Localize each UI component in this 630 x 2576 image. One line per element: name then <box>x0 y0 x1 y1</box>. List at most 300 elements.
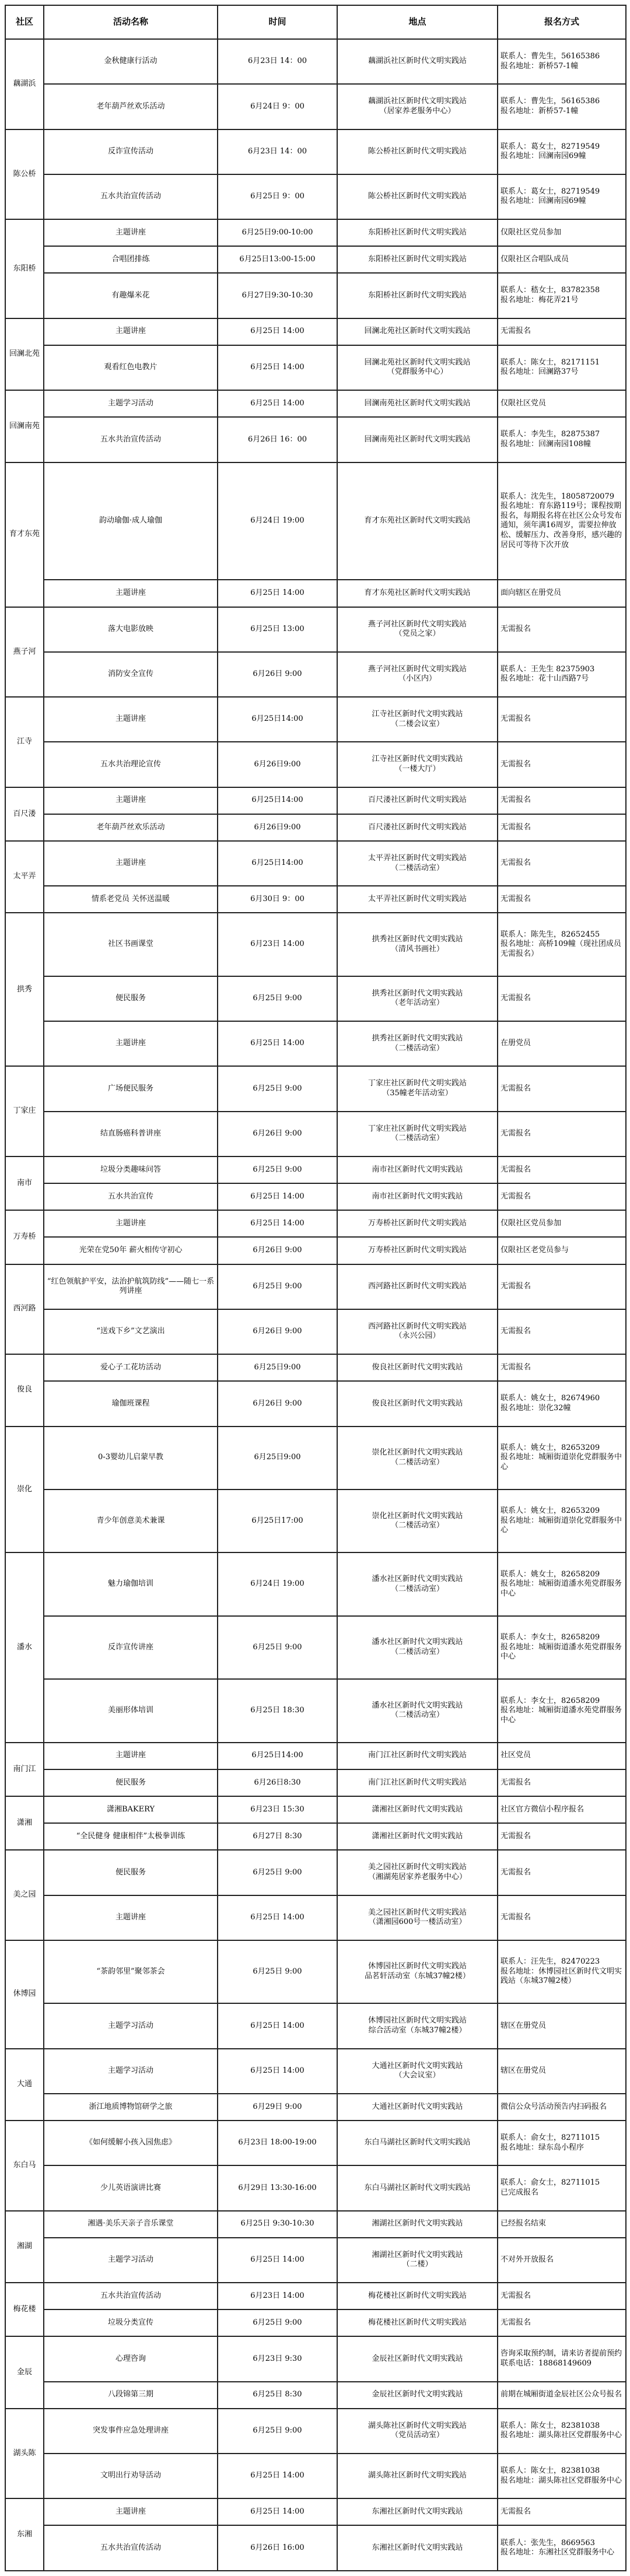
time-cell: 6月25日9:00-10:00 <box>218 219 337 246</box>
activity-name-cell: 老年葫芦丝欢乐活动 <box>44 814 218 841</box>
community-cell: 藕湖浜 <box>5 39 44 129</box>
table-row <box>5 2309 626 2336</box>
activity-name-cell: “全民健身 健康相伴”太极拳训练 <box>44 1823 218 1850</box>
table-row <box>5 84 626 129</box>
place-cell: 潘水社区新时代文明实践站 （二楼活动室） <box>337 1616 498 1679</box>
register-cell: 联系人：姚女士，82653209 报名地址：城厢街道崇化党群服务中心 <box>498 1427 626 1489</box>
activity-name-cell: 突发事件应急处理讲座 <box>44 2409 218 2454</box>
place-cell: 东湘社区新时代文明实践站 <box>337 2525 498 2571</box>
time-cell: 6月24日 19:00 <box>218 1552 337 1615</box>
community-cell: 美之园 <box>5 1850 44 1940</box>
community-cell: 西河路 <box>5 1264 44 1355</box>
place-cell: 陈公桥社区新时代文明实践站 <box>337 129 498 174</box>
time-cell: 6月25日9:00 <box>218 1427 337 1489</box>
table-row <box>5 2409 626 2454</box>
place-cell: 湖头陈社区新时代文明实践站 <box>337 2454 498 2498</box>
register-cell: 无需报名 <box>498 1066 626 1111</box>
register-cell: 辖区在册党员 <box>498 2003 626 2048</box>
community-cell: 梅花楼 <box>5 2283 44 2336</box>
time-cell: 6月25日 14:00 <box>218 345 337 390</box>
table-row <box>5 1427 626 1489</box>
register-cell: 联系人：陈女士，82171151 报名地址：回澜路37号 <box>498 345 626 390</box>
activity-name-cell: 垃圾分类宣传 <box>44 2309 218 2336</box>
place-cell: 育才东苑社区新时代文明实践站 <box>337 580 498 607</box>
table-row <box>5 2238 626 2283</box>
time-cell: 6月25日 13:00 <box>218 607 337 652</box>
register-cell: 无需报名 <box>498 814 626 841</box>
header-place: 地点 <box>337 5 498 39</box>
community-cell: 东阳桥 <box>5 219 44 318</box>
place-cell: 万寿桥社区新时代文明实践站 <box>337 1210 498 1237</box>
register-cell: 无需报名 <box>498 1354 626 1381</box>
table-row <box>5 787 626 814</box>
activity-name-cell: 社区书画课堂 <box>44 913 218 976</box>
table-row <box>5 886 626 913</box>
register-cell: 无需报名 <box>498 2498 626 2525</box>
activity-name-cell: “茶韵邻里”聚邻茶会 <box>44 1940 218 2003</box>
table-row <box>5 318 626 345</box>
community-cell: 育才东苑 <box>5 462 44 607</box>
table-row <box>5 345 626 390</box>
place-cell: 藕湖浜社区新时代文明实践站 （居家养老服务中心） <box>337 84 498 129</box>
time-cell: 6月24日 19:00 <box>218 462 337 580</box>
time-cell: 6月25日14:00 <box>218 1743 337 1769</box>
time-cell: 6月30日 9：00 <box>218 886 337 913</box>
table-row <box>5 2003 626 2048</box>
time-cell: 6月25日 9:00 <box>218 2409 337 2454</box>
table-row <box>5 1616 626 1679</box>
activity-name-cell: 魅力瑜伽培训 <box>44 1552 218 1615</box>
register-cell: 联系人：陈先生，82652455 报名地址：高桥109幢（现社团成员无需报名） <box>498 913 626 976</box>
place-cell: 潘水社区新时代文明实践站 （二楼活动室） <box>337 1679 498 1742</box>
community-cell: 俊良 <box>5 1354 44 1426</box>
time-cell: 6月25日 14:00 <box>218 2238 337 2283</box>
register-cell: 联系人：姚女士，82674960 报名地址：崇化32幢 <box>498 1381 626 1426</box>
place-cell: 丁家庄社区新时代文明实践站 （35幢老年活动室） <box>337 1066 498 1111</box>
place-cell: 金辰社区新时代文明实践站 <box>337 2336 498 2381</box>
register-cell: 已经报名结束 <box>498 2211 626 2238</box>
table-row <box>5 1940 626 2003</box>
activity-name-cell: 主题讲座 <box>44 219 218 246</box>
activity-name-cell: 少儿英语演讲比赛 <box>44 2165 218 2210</box>
time-cell: 6月25日 14:00 <box>218 1183 337 1210</box>
register-cell: 无需报名 <box>498 1112 626 1156</box>
table-row <box>5 2382 626 2409</box>
place-cell: 俊良社区新时代文明实践站 <box>337 1381 498 1426</box>
table-row <box>5 607 626 652</box>
activity-name-cell: 情系老党员 关怀送温暖 <box>44 886 218 913</box>
community-cell: 休博园 <box>5 1940 44 2049</box>
time-cell: 6月25日 14:00 <box>218 2454 337 2498</box>
activity-name-cell: 主题讲座 <box>44 1743 218 1769</box>
time-cell: 6月26日 16:00 <box>218 2525 337 2571</box>
time-cell: 6月24日 9：00 <box>218 84 337 129</box>
activity-name-cell: 消防安全宣传 <box>44 652 218 697</box>
place-cell: 潇湘社区新时代文明实践站 <box>337 1796 498 1823</box>
place-cell: 拱秀社区新时代文明实践站 （清风书画社） <box>337 913 498 976</box>
register-cell: 联系人：姚女士，82658209 报名地址：城厢街道潘水苑党群服务中心 <box>498 1552 626 1615</box>
table-row <box>5 580 626 607</box>
place-cell: 拱秀社区新时代文明实践站 （二楼活动室） <box>337 1021 498 1066</box>
table-row <box>5 219 626 246</box>
community-cell: 燕子河 <box>5 607 44 698</box>
table-row <box>5 1309 626 1354</box>
register-cell: 在册党员 <box>498 1021 626 1066</box>
header-activity: 活动名称 <box>44 5 218 39</box>
activity-name-cell: 瑜伽班课程 <box>44 1381 218 1426</box>
register-cell: 无需报名 <box>498 1264 626 1309</box>
place-cell: 燕子河社区新时代文明实践站 （小区内） <box>337 652 498 697</box>
activity-name-cell: 主题学习活动 <box>44 390 218 417</box>
table-row <box>5 913 626 976</box>
place-cell: 回澜南苑社区新时代文明实践站 <box>337 390 498 417</box>
place-cell: 燕子河社区新时代文明实践站 （党员之家） <box>337 607 498 652</box>
activity-name-cell: 金秋健康行活动 <box>44 39 218 84</box>
table-row <box>5 2498 626 2525</box>
activity-name-cell: 五水共治宣传 <box>44 1183 218 1210</box>
community-cell: 崇化 <box>5 1427 44 1553</box>
table-row <box>5 976 626 1021</box>
time-cell: 6月26日9:00 <box>218 742 337 787</box>
time-cell: 6月25日14:00 <box>218 787 337 814</box>
time-cell: 6月25日9:00 <box>218 1354 337 1381</box>
community-cell: 南市 <box>5 1156 44 1210</box>
community-cell: 江寺 <box>5 697 44 787</box>
activity-name-cell: 主题学习活动 <box>44 2049 218 2094</box>
register-cell: 无需报名 <box>498 1309 626 1354</box>
time-cell: 6月25日 9:00 <box>218 2309 337 2336</box>
place-cell: 南市社区新时代文明实践站 <box>337 1156 498 1183</box>
time-cell: 6月25日14:00 <box>218 841 337 886</box>
register-cell: 仅限社区合唱队成员 <box>498 246 626 273</box>
time-cell: 6月25日 9:00 <box>218 976 337 1021</box>
place-cell: 西河路社区新时代文明实践站 （永兴公园） <box>337 1309 498 1354</box>
header-row <box>5 5 626 39</box>
place-cell: 湘湖社区新时代文明实践站 （二楼） <box>337 2238 498 2283</box>
table-row <box>5 2454 626 2498</box>
community-cell: 湘湖 <box>5 2211 44 2283</box>
activity-name-cell: 主题讲座 <box>44 580 218 607</box>
community-cell: 太平弄 <box>5 841 44 913</box>
activity-name-cell: 心理咨询 <box>44 2336 218 2381</box>
register-cell: 联系人：嵇女士，83782358 报名地址：梅花弄21号 <box>498 273 626 318</box>
place-cell: 东阳桥社区新时代文明实践站 <box>337 219 498 246</box>
activity-name-cell: 美丽形体培训 <box>44 1679 218 1742</box>
register-cell: 无需报名 <box>498 1183 626 1210</box>
time-cell: 6月26日 9:00 <box>218 1237 337 1264</box>
table-row <box>5 814 626 841</box>
place-cell: 休博园社区新时代文明实践站 品茗轩活动室（东城37幢2楼） <box>337 1940 498 2003</box>
place-cell: 美之园社区新时代文明实践站 （潇湘园600号一楼活动室） <box>337 1895 498 1940</box>
time-cell: 6月25日 14:00 <box>218 318 337 345</box>
place-cell: 回澜南苑社区新时代文明实践站 <box>337 417 498 462</box>
place-cell: 东阳桥社区新时代文明实践站 <box>337 246 498 273</box>
time-cell: 6月25日 8:30 <box>218 2382 337 2409</box>
register-cell: 无需报名 <box>498 697 626 742</box>
register-cell: 联系人：王先生 82375903 报名地址：花十山西路7号 <box>498 652 626 697</box>
time-cell: 6月26日 9:00 <box>218 1381 337 1426</box>
activity-name-cell: 青少年创意美术兼课 <box>44 1489 218 1552</box>
register-cell: 无需报名 <box>498 1156 626 1183</box>
place-cell: 休博园社区新时代文明实践站 综合活动室（东城37幢2楼） <box>337 2003 498 2048</box>
place-cell: 美之园社区新时代文明实践站 （湘湖苑居家养老服务中心） <box>337 1850 498 1895</box>
place-cell: 育才东苑社区新时代文明实践站 <box>337 462 498 580</box>
time-cell: 6月25日 9:00 <box>218 1156 337 1183</box>
activity-name-cell: 反诈宣传活动 <box>44 129 218 174</box>
activity-name-cell: 老年葫芦丝欢乐活动 <box>44 84 218 129</box>
register-cell: 无需报名 <box>498 841 626 886</box>
register-cell: 微信公众号活动预告内扫码报名 <box>498 2094 626 2121</box>
activity-name-cell: 合唱团排练 <box>44 246 218 273</box>
register-cell: 社区党员 <box>498 1743 626 1769</box>
register-cell: 联系人：葛女士，82719549 报名地址：回澜南园69幢 <box>498 129 626 174</box>
activity-name-cell: 主题讲座 <box>44 787 218 814</box>
register-cell: 无需报名 <box>498 976 626 1021</box>
register-cell: 辖区在册党员 <box>498 2049 626 2094</box>
activity-name-cell: 0-3婴幼儿启蒙早教 <box>44 1427 218 1489</box>
community-cell: 百尺溇 <box>5 787 44 841</box>
table-row <box>5 1354 626 1381</box>
time-cell: 6月25日 18:30 <box>218 1679 337 1742</box>
time-cell: 6月25日 14:00 <box>218 1021 337 1066</box>
activity-name-cell: 主题学习活动 <box>44 2003 218 2048</box>
table-row <box>5 1679 626 1742</box>
time-cell: 6月29日 9:00 <box>218 2094 337 2121</box>
place-cell: 江寺社区新时代文明实践站 （一楼大厅） <box>337 742 498 787</box>
time-cell: 6月27日 8:30 <box>218 1823 337 1850</box>
register-cell: 无需报名 <box>498 318 626 345</box>
place-cell: 藕湖浜社区新时代文明实践站 <box>337 39 498 84</box>
table-row <box>5 1769 626 1796</box>
place-cell: 梅花楼社区新时代文明实践站 <box>337 2309 498 2336</box>
activity-name-cell: 便民服务 <box>44 1850 218 1895</box>
table-row <box>5 1743 626 1769</box>
time-cell: 6月25日14:00 <box>218 697 337 742</box>
time-cell: 6月29日 13:30-16:00 <box>218 2165 337 2210</box>
table-row <box>5 417 626 462</box>
activity-table <box>5 5 626 2571</box>
time-cell: 6月25日 14:00 <box>218 2003 337 2048</box>
activity-name-cell: 韵动瑜伽·成人瑜伽 <box>44 462 218 580</box>
place-cell: 梅花楼社区新时代文明实践站 <box>337 2283 498 2309</box>
register-cell: 仅限社区党员参加 <box>498 1210 626 1237</box>
register-cell: 咨询采取预约制，请来访者提前预约 联系电话：18868149609 <box>498 2336 626 2381</box>
time-cell: 6月25日13:00-15:00 <box>218 246 337 273</box>
register-cell: 仅限社区党员 <box>498 390 626 417</box>
register-cell: 联系人：李女士，82658209 报名地址：城厢街道潘水苑党群服务中心 <box>498 1679 626 1742</box>
register-cell: 无需报名 <box>498 1895 626 1940</box>
table-row <box>5 841 626 886</box>
activity-name-cell: 主题讲座 <box>44 1021 218 1066</box>
community-cell: 大通 <box>5 2049 44 2121</box>
community-cell: 东白马 <box>5 2121 44 2211</box>
time-cell: 6月25日 14:00 <box>218 2498 337 2525</box>
place-cell: 大通社区新时代文明实践站 （大会议室） <box>337 2049 498 2094</box>
activity-name-cell: 湘遇·美乐天亲子音乐课堂 <box>44 2211 218 2238</box>
time-cell: 6月26日 16：00 <box>218 417 337 462</box>
community-cell: 陈公桥 <box>5 129 44 220</box>
activity-name-cell: 便民服务 <box>44 1769 218 1796</box>
table-row <box>5 1850 626 1895</box>
time-cell: 6月26日 9:00 <box>218 652 337 697</box>
table-row <box>5 2336 626 2381</box>
register-cell: 无需报名 <box>498 1850 626 1895</box>
place-cell: 丁家庄社区新时代文明实践站 （二楼活动室） <box>337 1112 498 1156</box>
register-cell: 面向辖区在册党员 <box>498 580 626 607</box>
place-cell: 百尺溇社区新时代文明实践站 <box>337 787 498 814</box>
time-cell: 6月26日8:30 <box>218 1769 337 1796</box>
community-cell: 万寿桥 <box>5 1210 44 1264</box>
time-cell: 6月26日 9:00 <box>218 1309 337 1354</box>
time-cell: 6月25日 14:00 <box>218 580 337 607</box>
table-row <box>5 1156 626 1183</box>
header-register: 报名方式 <box>498 5 626 39</box>
header-community: 社区 <box>5 5 44 39</box>
place-cell: 崇化社区新时代文明实践站 （二楼活动室） <box>337 1489 498 1552</box>
register-cell: 仅限社区党员参加 <box>498 219 626 246</box>
place-cell: 回澜北苑社区新时代文明实践站 <box>337 318 498 345</box>
table-row <box>5 1066 626 1111</box>
register-cell: 前期在城厢街道金辰社区公众号报名 <box>498 2382 626 2409</box>
place-cell: 西河路社区新时代文明实践站 <box>337 1264 498 1309</box>
community-cell: 湖头陈 <box>5 2409 44 2499</box>
register-cell: 无需报名 <box>498 1769 626 1796</box>
community-cell: 回澜北苑 <box>5 318 44 390</box>
community-cell: 潘水 <box>5 1552 44 1742</box>
time-cell: 6月25日 14:00 <box>218 1210 337 1237</box>
activity-name-cell: 主题讲座 <box>44 1895 218 1940</box>
place-cell: 东阳桥社区新时代文明实践站 <box>337 273 498 318</box>
table-row <box>5 742 626 787</box>
register-cell: 联系人：李先生，82875387 报名地址：回澜南园108幢 <box>498 417 626 462</box>
table-row <box>5 462 626 580</box>
activity-name-cell: 浙江地质博物馆研学之旅 <box>44 2094 218 2121</box>
time-cell: 6月23日 9:30 <box>218 2336 337 2381</box>
activity-name-cell: 广场便民服务 <box>44 1066 218 1111</box>
register-cell: 仅限社区老党员参与 <box>498 1237 626 1264</box>
register-cell: 联系人：葛女士，82719549 报名地址：回澜南园69幢 <box>498 174 626 219</box>
activity-name-cell: 五水共治宣传活动 <box>44 417 218 462</box>
table-row <box>5 39 626 84</box>
register-cell: 无需报名 <box>498 886 626 913</box>
header-time: 时间 <box>218 5 337 39</box>
community-cell: 金辰 <box>5 2336 44 2408</box>
table-row <box>5 1210 626 1237</box>
time-cell: 6月25日 9:00 <box>218 1940 337 2003</box>
place-cell: 金辰社区新时代文明实践站 <box>337 2382 498 2409</box>
activity-name-cell: 主题讲座 <box>44 2498 218 2525</box>
activity-name-cell: 光荣在党50年 薪火相传守初心 <box>44 1237 218 1264</box>
place-cell: 南市社区新时代文明实践站 <box>337 1183 498 1210</box>
place-cell: 潇湘社区新时代文明实践站 <box>337 1823 498 1850</box>
table-row <box>5 2283 626 2309</box>
community-cell: 回澜南苑 <box>5 390 44 462</box>
register-cell: 无需报名 <box>498 787 626 814</box>
place-cell: 湘湖社区新时代文明实践站 <box>337 2211 498 2238</box>
place-cell: 大通社区新时代文明实践站 <box>337 2094 498 2121</box>
table-row <box>5 2525 626 2571</box>
register-cell: 联系人：陈女士，82381038 报名地址：湖头陈社区党群服务中心 <box>498 2409 626 2454</box>
place-cell: 江寺社区新时代文明实践站 （二楼会议室） <box>337 697 498 742</box>
place-cell: 东白马湖社区新时代文明实践站 <box>337 2121 498 2165</box>
place-cell: 万寿桥社区新时代文明实践站 <box>337 1237 498 1264</box>
time-cell: 6月25日17:00 <box>218 1489 337 1552</box>
time-cell: 6月25日 9:00 <box>218 1264 337 1309</box>
time-cell: 6月23日 14：00 <box>218 129 337 174</box>
time-cell: 6月25日 14:00 <box>218 2049 337 2094</box>
register-cell: 社区官方微信小程序报名 <box>498 1796 626 1823</box>
place-cell: 东湘社区新时代文明实践站 <box>337 2498 498 2525</box>
community-cell: 东湘 <box>5 2498 44 2571</box>
table-row <box>5 174 626 219</box>
table-row <box>5 2211 626 2238</box>
activity-name-cell: 落大电影放映 <box>44 607 218 652</box>
time-cell: 6月23日 14：00 <box>218 39 337 84</box>
activity-name-cell: 有趣爆米花 <box>44 273 218 318</box>
register-cell: 联系人：姚女士，82653209 报名地址：城厢街道崇化党群服务中心 <box>498 1489 626 1552</box>
activity-name-cell: 八段锦第三期 <box>44 2382 218 2409</box>
table-row <box>5 273 626 318</box>
activity-name-cell: “红色领航护平安，法治护航筑防线”——随七一系列讲座 <box>44 1264 218 1309</box>
activity-name-cell: 观看红色电教片 <box>44 345 218 390</box>
register-cell: 联系人：张先生，8669563 报名地址：东湘社区党群服务中心 <box>498 2525 626 2571</box>
time-cell: 6月25日 9:00 <box>218 1616 337 1679</box>
table-row <box>5 652 626 697</box>
activity-name-cell: 反诈宣传讲座 <box>44 1616 218 1679</box>
table-row <box>5 1381 626 1426</box>
time-cell: 6月25日 9:00 <box>218 1066 337 1111</box>
time-cell: 6月26日9:00 <box>218 814 337 841</box>
table-row <box>5 1895 626 1940</box>
activity-name-cell: 垃圾分类趣味问答 <box>44 1156 218 1183</box>
activity-name-cell: 主题学习活动 <box>44 2238 218 2283</box>
register-cell: 无需报名 <box>498 607 626 652</box>
table-row <box>5 1489 626 1552</box>
time-cell: 6月23日 14:00 <box>218 913 337 976</box>
place-cell: 太平弄社区新时代文明实践站 （二楼活动室） <box>337 841 498 886</box>
table-row <box>5 1021 626 1066</box>
time-cell: 6月25日 9：00 <box>218 174 337 219</box>
community-cell: 拱秀 <box>5 913 44 1066</box>
table-row <box>5 697 626 742</box>
activity-name-cell: 《如何缓解小孩入园焦虑》 <box>44 2121 218 2165</box>
table-row <box>5 2165 626 2210</box>
activity-name-cell: 爱心子工花坊活动 <box>44 1354 218 1381</box>
register-cell: 联系人：俞女士，82711015 报名地址：绿东岛小程序 <box>498 2121 626 2165</box>
activity-name-cell: 结直肠癌科普讲座 <box>44 1112 218 1156</box>
place-cell: 南门江社区新时代文明实践站 <box>337 1769 498 1796</box>
activity-name-cell: 主题讲座 <box>44 841 218 886</box>
place-cell: 回澜北苑社区新时代文明实践站 （党群服务中心） <box>337 345 498 390</box>
activity-name-cell: 主题讲座 <box>44 697 218 742</box>
table-row <box>5 1796 626 1823</box>
table-row <box>5 1552 626 1615</box>
register-cell: 联系人：曹先生，56165386 报名地址：新桥57-1幢 <box>498 39 626 84</box>
register-cell: 无需报名 <box>498 2309 626 2336</box>
register-cell: 不对外开放报名 <box>498 2238 626 2283</box>
table-row <box>5 390 626 417</box>
activity-name-cell: 潇湘BAKERY <box>44 1796 218 1823</box>
activity-name-cell: 主题讲座 <box>44 1210 218 1237</box>
activity-name-cell: 主题讲座 <box>44 318 218 345</box>
place-cell: 百尺溇社区新时代文明实践站 <box>337 814 498 841</box>
community-cell: 潇湘 <box>5 1796 44 1850</box>
activity-name-cell: 五水共治宣传活动 <box>44 174 218 219</box>
activity-name-cell: 五水共治宣传活动 <box>44 2525 218 2571</box>
time-cell: 6月25日 9:30-10:30 <box>218 2211 337 2238</box>
place-cell: 潘水社区新时代文明实践站 （二楼活动室） <box>337 1552 498 1615</box>
time-cell: 6月25日 9:00 <box>218 1850 337 1895</box>
